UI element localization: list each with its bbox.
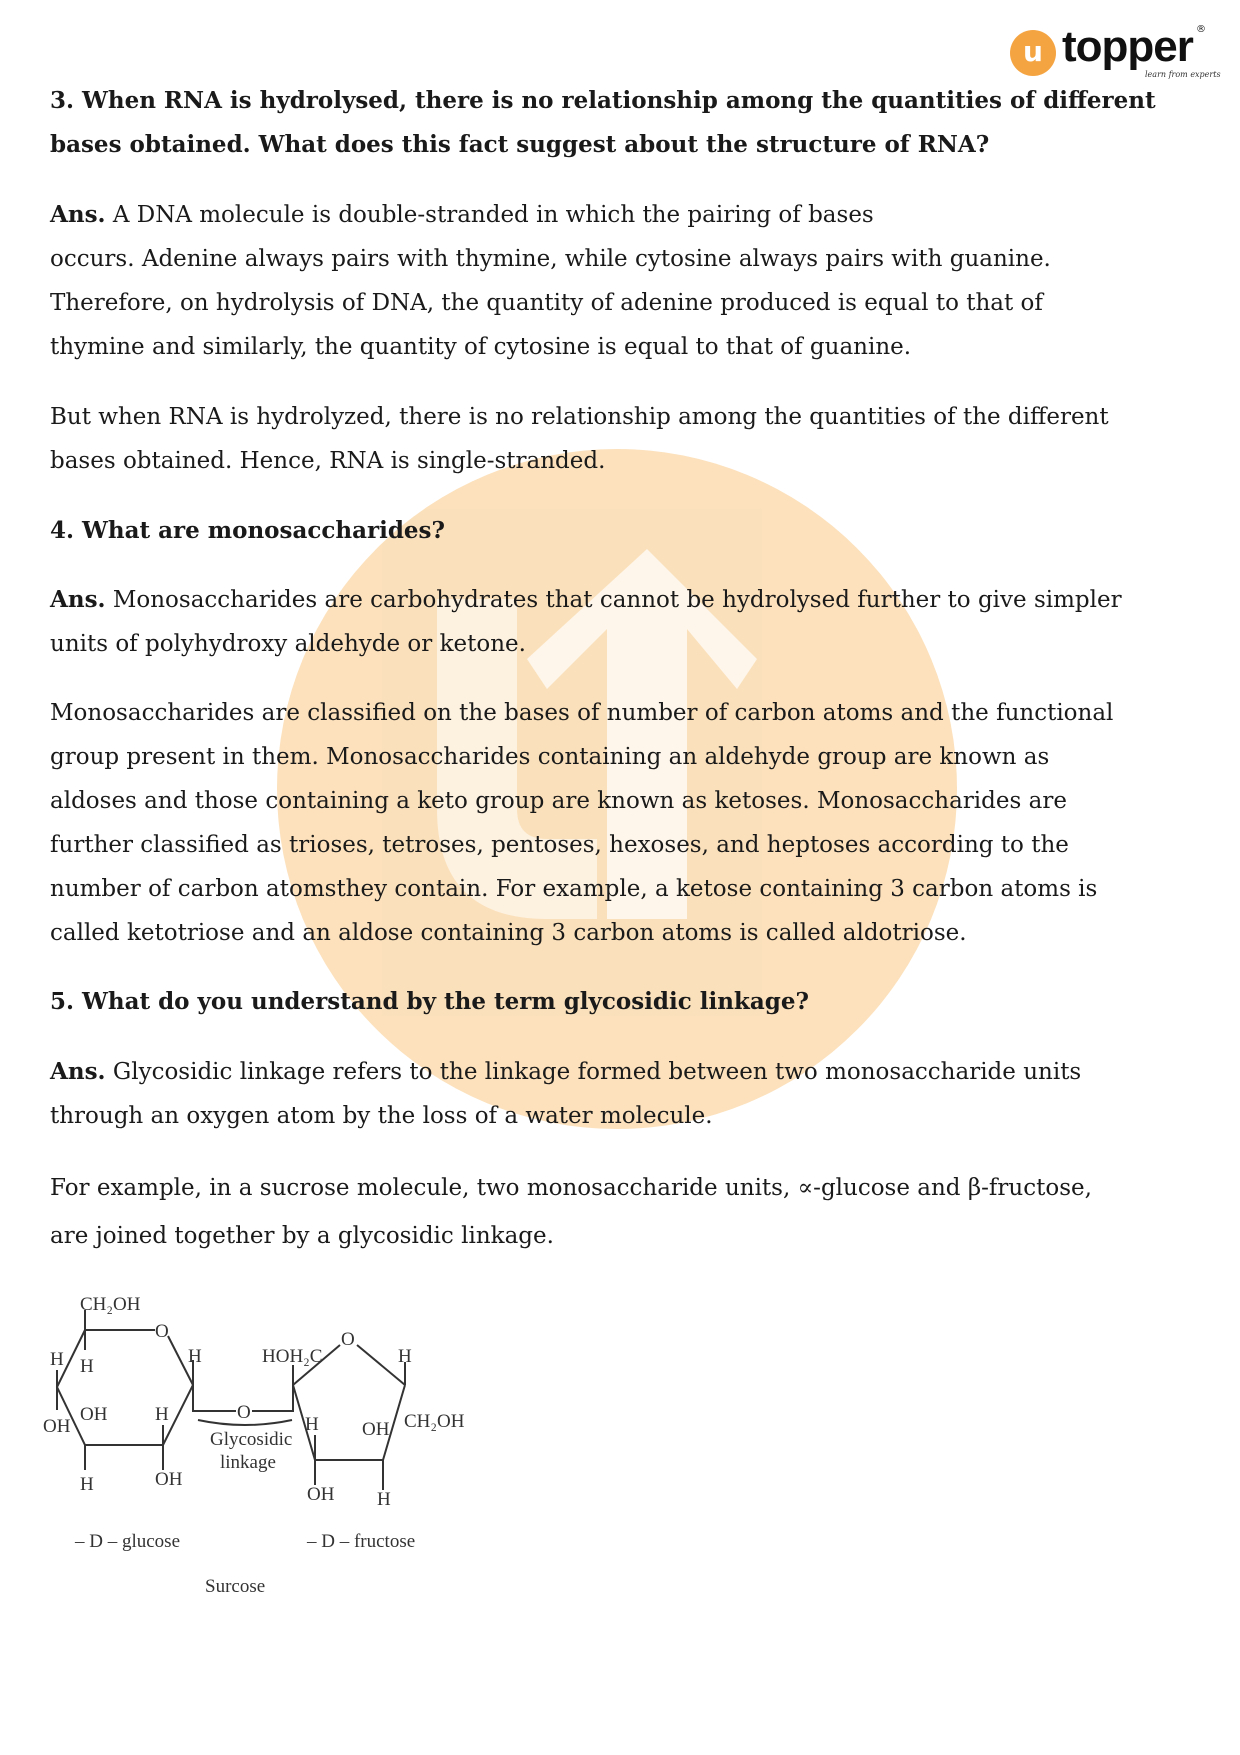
paragraph-line: aldoses and those containing a keto group are known as ketoses. Monosaccharides are [50,788,1067,814]
answer-line [50,193,1051,237]
paragraph-line: group present in them. Monosaccharides containing an aldehyde group are known as [50,744,1050,770]
label-oh: OH [362,1419,390,1440]
label-h: H [188,1346,202,1367]
registered-mark: ® [1196,24,1206,35]
label-ch2oh: CH₂OH [80,1294,141,1315]
answer-line [50,578,1122,622]
paragraph-line: Monosaccharides are classified on the bases of number of carbon atoms and the functional [50,700,1114,726]
question-4-heading [50,509,445,553]
label-o: O [155,1321,169,1342]
label-ch2oh: CH₂OH [404,1411,465,1432]
logo-text: topper [1062,22,1193,71]
question-3-heading [50,79,1156,167]
diagram-caption: Surcose [205,1576,266,1597]
paragraph-line: But when RNA is hydrolyzed, there is no relationship among the quantities of the different [50,404,1109,430]
answer-line [50,1050,1081,1094]
label-oh: OH [80,1404,108,1425]
label-linkage-o: O [237,1402,251,1423]
label-glycosidic: Glycosidic [210,1429,293,1450]
question-4-paragraph [50,691,1113,955]
heading-line: 4. What are monosaccharides? [50,517,445,544]
sucrose-structure-diagram [0,1260,560,1620]
ans-label: Ans. [50,586,106,613]
answer-line: thymine and similarly, the quantity of cytosine is equal to that of guanine. [50,334,912,360]
answer-line: Therefore, on hydrolysis of DNA, the quantity of adenine produced is equal to that of [50,290,1043,316]
label-h: H [377,1489,391,1510]
question-3-paragraph [50,395,1109,483]
paragraph-line: For example, in a sucrose molecule, two monosaccharide units, ∝-glucose and β-fructose, [50,1175,1092,1201]
answer-line: units of polyhydroxy aldehyde or ketone. [50,631,526,657]
label-hoh2c: HOH₂C [262,1346,323,1367]
question-5-paragraph [50,1164,1092,1260]
paragraph-line: further classified as trioses, tetroses, pentoses, hexoses, and heptoses according to the [50,832,1069,858]
label-h: H [50,1349,64,1370]
heading-line: 3. When RNA is hydrolysed, there is no relationship among the quantities of different [50,87,1156,114]
topper-logo [1010,24,1230,84]
answer-text: A DNA molecule is double-stranded in which the pairing of bases [105,202,874,228]
answer-text: Monosaccharides are carbohydrates that cannot be hydrolysed further to give simpler [105,587,1122,613]
label-oh: OH [155,1469,183,1490]
question-3-answer [50,193,1051,369]
answer-line: occurs. Adenine always pairs with thymine, while cytosine always pairs with guanine. [50,246,1051,272]
heading-line: bases obtained. What does this fact suggest about the structure of RNA? [50,131,990,158]
paragraph-line: are joined together by a glycosidic linkage. [50,1223,554,1249]
logo-u-icon: u [1010,30,1056,76]
label-h: H [80,1356,94,1377]
paragraph-line: bases obtained. Hence, RNA is single-stranded. [50,448,606,474]
label-fructose: – D – fructose [307,1531,416,1552]
question-5-heading [50,980,809,1024]
label-oh: OH [307,1484,335,1505]
answer-text: Glycosidic linkage refers to the linkage formed between two monosaccharide units [105,1059,1082,1085]
label-h: H [80,1474,94,1495]
ans-label: Ans. [50,1058,106,1085]
label-oh: OH [43,1416,71,1437]
paragraph-line: called ketotriose and an aldose containing 3 carbon atoms is called aldotriose. [50,920,967,946]
label-h: H [398,1346,412,1367]
question-4-answer [50,578,1122,666]
heading-line: 5. What do you understand by the term glycosidic linkage? [50,988,809,1015]
question-5-answer [50,1050,1081,1138]
logo-tagline: learn from experts [1145,70,1221,79]
label-h: H [155,1404,169,1425]
label-linkage: linkage [220,1452,276,1473]
paragraph-line: number of carbon atomsthey contain. For example, a ketose containing 3 carbon atoms is [50,876,1098,902]
label-o: O [341,1329,355,1350]
answer-line: through an oxygen atom by the loss of a water molecule. [50,1103,713,1129]
label-glucose: – D – glucose [75,1531,181,1552]
ans-label: Ans. [50,201,106,228]
label-h: H [305,1414,319,1435]
